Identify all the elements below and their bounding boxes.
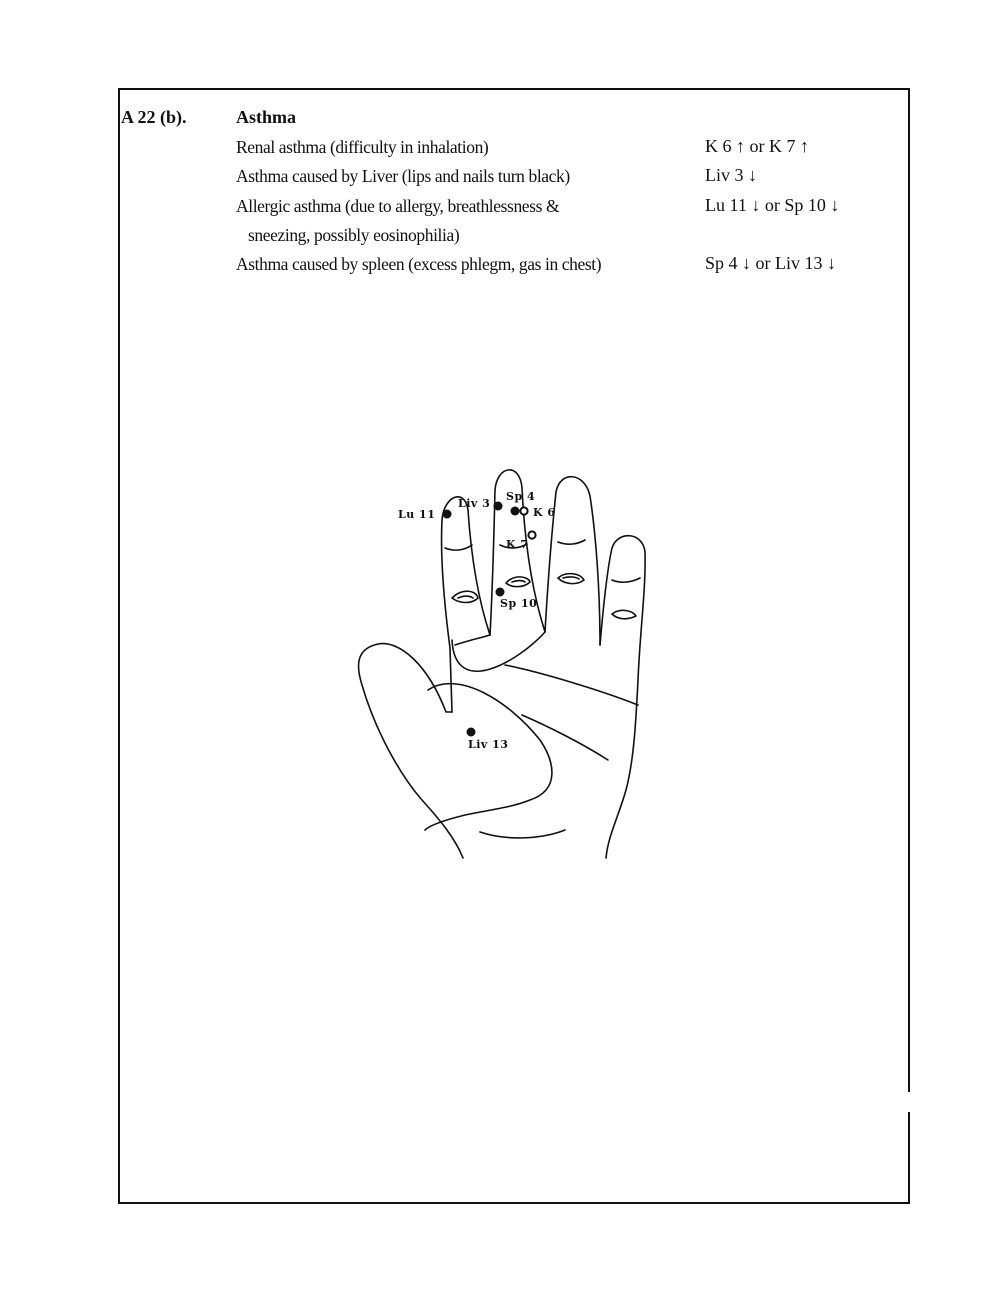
label-sp10: Sp 10 xyxy=(500,597,538,610)
label-sp4: Sp 4 xyxy=(506,490,536,503)
condition-allergic-cont: sneezing, possibly eosinophilia) xyxy=(248,225,460,245)
hand-outline xyxy=(359,470,646,858)
point-k7-marker xyxy=(528,531,535,538)
condition-allergic: Allergic asthma (due to allergy, breathlessness & xyxy=(236,196,560,216)
section-title: Asthma xyxy=(236,107,297,127)
point-lu11-marker xyxy=(443,510,452,519)
point-sp10-marker xyxy=(496,588,505,597)
label-liv13: Liv 13 xyxy=(468,738,509,751)
points-liver: Liv 3 ↓ xyxy=(705,165,757,185)
condition-renal: Renal asthma (difficulty in inhalation) xyxy=(236,137,489,157)
points-spleen: Sp 4 ↓ or Liv 13 ↓ xyxy=(705,253,837,273)
section-code: A 22 (b). xyxy=(121,107,187,127)
point-sp4-marker xyxy=(511,507,520,516)
point-k6-marker xyxy=(520,507,527,514)
condition-spleen: Asthma caused by spleen (excess phlegm, gas in chest) xyxy=(236,254,602,274)
hand-diagram xyxy=(350,460,660,870)
points-allergic: Lu 11 ↓ or Sp 10 ↓ xyxy=(705,195,840,215)
point-liv3-marker xyxy=(494,502,503,511)
border-gap xyxy=(906,1092,914,1112)
label-k7: K 7 xyxy=(506,538,529,551)
condition-liver: Asthma caused by Liver (lips and nails turn black) xyxy=(236,166,570,186)
label-lu11: Lu 11 xyxy=(398,508,436,521)
point-liv13-marker xyxy=(467,728,476,737)
points-renal: K 6 ↑ or K 7 ↑ xyxy=(705,136,809,156)
label-k6: K 6 xyxy=(533,506,556,519)
label-liv3: Liv 3 xyxy=(458,497,491,510)
